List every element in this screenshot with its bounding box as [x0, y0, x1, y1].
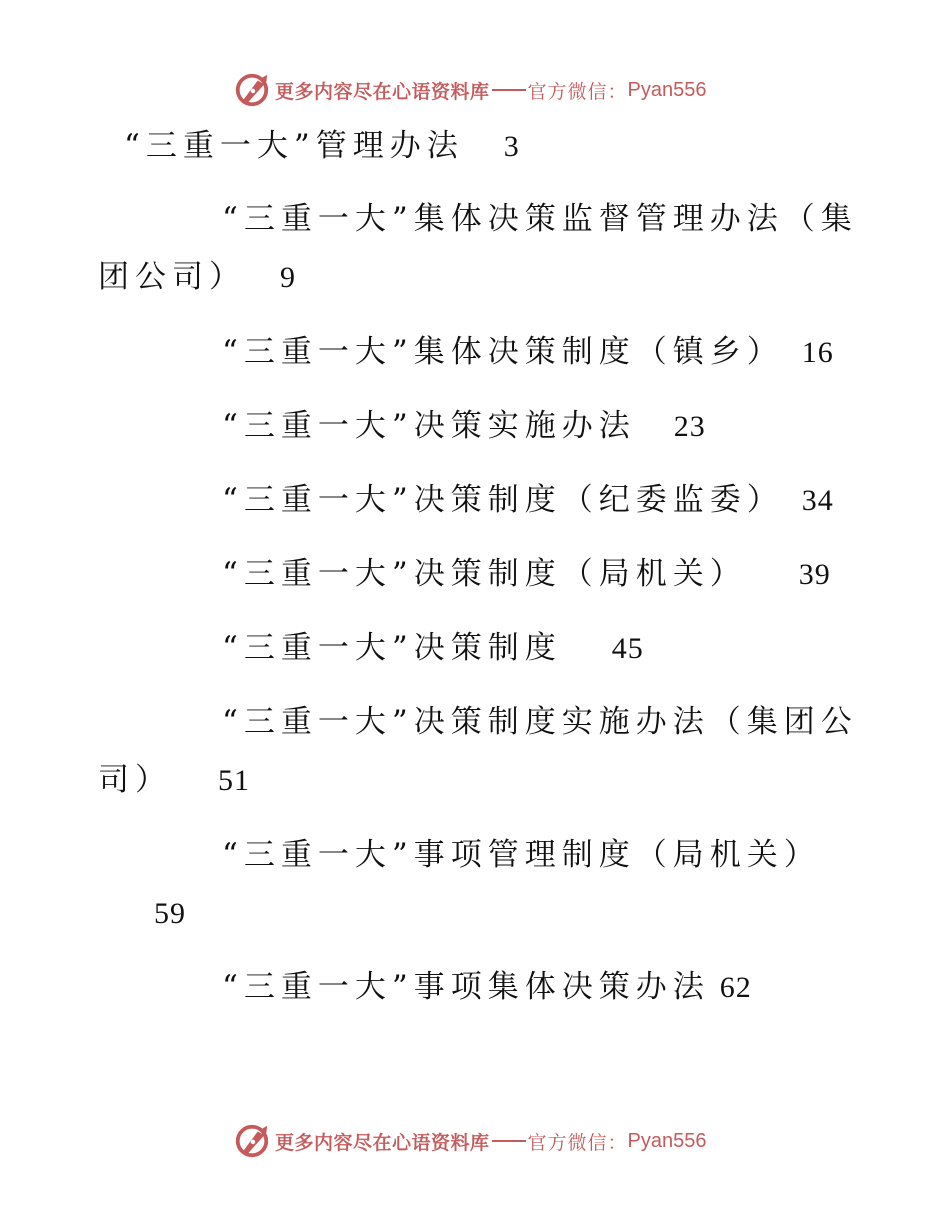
pen-nib-logo-icon	[233, 71, 271, 109]
toc-entry-page: 9	[280, 261, 296, 294]
toc-entry-continued	[154, 898, 186, 929]
toc-entry	[222, 704, 858, 740]
toc-entry	[222, 556, 831, 592]
toc-entry-title: “三重一大”决策实施办法	[222, 408, 636, 444]
toc-entry	[222, 837, 821, 873]
toc-entry-page: 16	[801, 336, 834, 369]
watermark-banner-top	[233, 70, 707, 110]
toc-entry-title-line2: 司）	[98, 762, 172, 798]
toc-entry-title: “三重一大”管理办法	[124, 128, 464, 164]
toc-entry	[222, 334, 834, 370]
watermark-dash	[492, 1140, 526, 1142]
toc-entry	[124, 128, 520, 164]
toc-entry	[222, 969, 752, 1005]
watermark-banner-bottom	[233, 1121, 707, 1161]
toc-entry-page: 51	[218, 764, 250, 797]
toc-entry-title: “三重一大”决策制度（纪委监委）	[222, 482, 784, 518]
toc-entry-page: 23	[673, 410, 706, 443]
toc-entry-continued	[98, 259, 296, 295]
watermark-wechat-id: Pyan556	[627, 78, 707, 101]
watermark-official-label: 官方微信：	[527, 80, 628, 103]
toc-entry-title-line1: “三重一大”决策制度实施办法（集团公	[222, 704, 858, 740]
pen-nib-logo-icon	[233, 1122, 271, 1160]
watermark-wechat-id: Pyan556	[627, 1129, 707, 1152]
toc-entry-page: 45	[611, 632, 644, 665]
toc-entry-page: 62	[719, 971, 752, 1004]
toc-entry-title-line1: “三重一大”集体决策监督管理办法（集	[222, 201, 858, 237]
toc-entry-title: “三重一大”集体决策制度（镇乡）	[222, 334, 784, 370]
toc-entry-title: “三重一大”事项集体决策办法	[222, 969, 710, 1005]
toc-entry	[222, 630, 644, 666]
toc-entry-title: “三重一大”决策制度（局机关）	[222, 556, 747, 592]
watermark-text: 更多内容尽在心语资料库	[275, 80, 490, 103]
toc-entry-page: 59	[154, 897, 186, 930]
toc-entry	[222, 201, 858, 237]
toc-entry-title: “三重一大”事项管理制度（局机关）	[222, 837, 821, 873]
toc-entry	[222, 408, 706, 444]
toc-entry-page: 34	[801, 484, 834, 517]
watermark-dash	[492, 89, 526, 91]
toc-entry-page: 3	[503, 130, 520, 163]
toc-entry-page: 39	[798, 558, 831, 591]
toc-entry-continued	[98, 762, 250, 798]
toc-entry	[222, 482, 834, 518]
toc-entry-title: “三重一大”决策制度	[222, 630, 562, 666]
watermark-official-label: 官方微信：	[527, 1131, 628, 1154]
watermark-text: 更多内容尽在心语资料库	[275, 1131, 490, 1154]
toc-entry-title-line2: 团公司）	[98, 259, 246, 295]
